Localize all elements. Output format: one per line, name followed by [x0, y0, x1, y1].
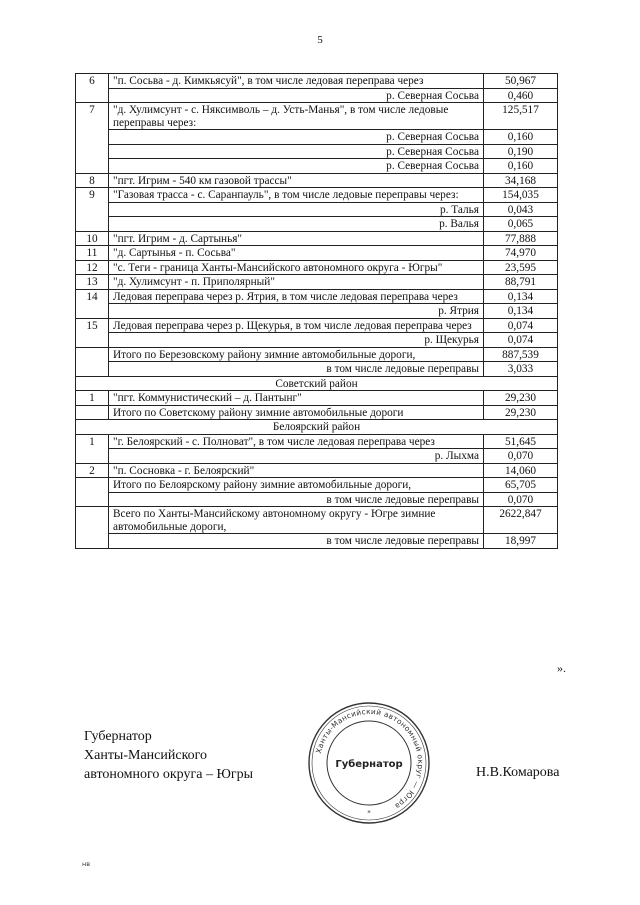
row-description: р. Северная Сосьва — [109, 88, 484, 103]
section-heading: Белоярский район — [76, 420, 558, 435]
row-description: "д. Хулимсунт - п. Приполярный" — [109, 275, 484, 290]
row-value: 0,043 — [484, 202, 558, 217]
row-number — [76, 144, 109, 159]
row-value: 0,070 — [484, 449, 558, 464]
row-number — [76, 478, 109, 493]
table-row — [76, 304, 558, 319]
table-row — [76, 376, 558, 391]
row-description: Всего по Ханты-Мансийскому автономному округу - Югре зимние автомобильные дороги, — [109, 507, 484, 534]
row-number: 6 — [76, 74, 109, 89]
row-value: 88,791 — [484, 275, 558, 290]
row-description: "г. Белоярский - с. Полноват", в том числе ледовая переправа через — [109, 434, 484, 449]
row-description: "пгт. Игрим - 540 км газовой трассы" — [109, 173, 484, 188]
table-row — [76, 362, 558, 377]
table-row — [76, 130, 558, 145]
row-value: 0,160 — [484, 130, 558, 145]
row-value: 0,074 — [484, 333, 558, 348]
closing-quote: ». — [557, 661, 566, 675]
table-row — [76, 173, 558, 188]
row-description: "пгт. Коммунистический – д. Пантынг" — [109, 391, 484, 406]
row-number: 9 — [76, 188, 109, 203]
row-description: р. Ятрия — [109, 304, 484, 319]
table-row — [76, 405, 558, 420]
row-number — [76, 304, 109, 319]
row-description: р. Щекурья — [109, 333, 484, 348]
table-row — [76, 188, 558, 203]
row-value: 23,595 — [484, 260, 558, 275]
row-value: 0,190 — [484, 144, 558, 159]
row-value: 2622,847 — [484, 507, 558, 534]
table-row — [76, 318, 558, 333]
row-description: р. Валья — [109, 217, 484, 232]
row-number — [76, 333, 109, 348]
row-value: 0,065 — [484, 217, 558, 232]
signature-line-2: Ханты-Мансийского — [84, 748, 208, 763]
row-value: 51,645 — [484, 434, 558, 449]
table-row — [76, 391, 558, 406]
row-number: 1 — [76, 391, 109, 406]
row-description: Итого по Березовскому району зимние автомобильные дороги, — [109, 347, 484, 362]
table-row — [76, 88, 558, 103]
svg-text:*: * — [367, 809, 371, 817]
row-description: в том числе ледовые переправы — [109, 492, 484, 507]
row-number — [76, 507, 109, 534]
row-description: "п. Сосновка - г. Белоярский" — [109, 463, 484, 478]
row-number — [76, 202, 109, 217]
row-description: Итого по Белоярскому району зимние автомобильные дороги, — [109, 478, 484, 493]
signature-line-3: автономного округа – Югры — [84, 767, 253, 782]
row-description: р. Талья — [109, 202, 484, 217]
row-value: 29,230 — [484, 391, 558, 406]
table-row — [76, 507, 558, 534]
row-number — [76, 492, 109, 507]
table-row — [76, 534, 558, 549]
row-value: 0,134 — [484, 304, 558, 319]
row-number — [76, 362, 109, 377]
row-value: 29,230 — [484, 405, 558, 420]
page-number: 5 — [317, 34, 323, 46]
table-row — [76, 275, 558, 290]
roads-table — [75, 73, 558, 549]
row-description: р. Северная Сосьва — [109, 130, 484, 145]
table-row — [76, 333, 558, 348]
row-value: 0,070 — [484, 492, 558, 507]
row-description: р. Северная Сосьва — [109, 159, 484, 174]
signatory-name: Н.В.Комарова — [476, 765, 560, 780]
seal-center-text: Губернатор — [335, 759, 403, 770]
row-description: "пгт. Игрим - д. Сартынья" — [109, 231, 484, 246]
row-number: 2 — [76, 463, 109, 478]
row-value: 18,997 — [484, 534, 558, 549]
signature-line-1: Губернатор — [84, 729, 152, 744]
row-number: 10 — [76, 231, 109, 246]
official-seal — [306, 700, 432, 826]
row-description: "Газовая трасса - с. Саранпауль", в том числе ледовые переправы через: — [109, 188, 484, 203]
row-value: 0,074 — [484, 318, 558, 333]
row-value: 125,517 — [484, 103, 558, 130]
row-number: 11 — [76, 246, 109, 261]
row-number — [76, 405, 109, 420]
row-number: 15 — [76, 318, 109, 333]
row-number — [76, 217, 109, 232]
table-row — [76, 434, 558, 449]
row-number — [76, 159, 109, 174]
row-value: 887,539 — [484, 347, 558, 362]
table-row — [76, 463, 558, 478]
row-description: "д. Сартынья - п. Сосьва" — [109, 246, 484, 261]
table-row — [76, 144, 558, 159]
table-row — [76, 202, 558, 217]
row-description: в том числе ледовые переправы — [109, 534, 484, 549]
table-row — [76, 231, 558, 246]
row-description: р. Лыхма — [109, 449, 484, 464]
row-description: Итого по Советскому району зимние автомобильные дороги — [109, 405, 484, 420]
table-row — [76, 103, 558, 130]
row-value: 74,970 — [484, 246, 558, 261]
table-row — [76, 260, 558, 275]
row-number — [76, 130, 109, 145]
row-number: 13 — [76, 275, 109, 290]
section-heading: Советский район — [76, 376, 558, 391]
row-description: в том числе ледовые переправы — [109, 362, 484, 377]
row-number: 1 — [76, 434, 109, 449]
row-number — [76, 449, 109, 464]
table-row — [76, 347, 558, 362]
seal-ring-text: Ханты-Мансийский автономный округ — Югра — [313, 706, 426, 811]
row-value: 0,460 — [484, 88, 558, 103]
row-value: 14,060 — [484, 463, 558, 478]
row-number: 12 — [76, 260, 109, 275]
row-value: 0,134 — [484, 289, 558, 304]
row-description: Ледовая переправа через р. Ятрия, в том числе ледовая переправа через — [109, 289, 484, 304]
table-row — [76, 478, 558, 493]
row-number — [76, 88, 109, 103]
row-description: "д. Хулимсунт - с. Няксимволь – д. Усть-Манья", в том числе ледовые переправы через: — [109, 103, 484, 130]
row-value: 65,705 — [484, 478, 558, 493]
row-number: 7 — [76, 103, 109, 130]
table-row — [76, 246, 558, 261]
table-row — [76, 217, 558, 232]
row-value: 34,168 — [484, 173, 558, 188]
table-row — [76, 420, 558, 435]
table-row — [76, 289, 558, 304]
row-value: 0,160 — [484, 159, 558, 174]
table-row — [76, 449, 558, 464]
row-number — [76, 347, 109, 362]
row-value: 154,035 — [484, 188, 558, 203]
table-row — [76, 74, 558, 89]
row-description: р. Северная Сосьва — [109, 144, 484, 159]
row-description: Ледовая переправа через р. Щекурья, в том числе ледовая переправа через — [109, 318, 484, 333]
footer-mark: нв — [82, 860, 91, 868]
row-number — [76, 534, 109, 549]
row-value: 50,967 — [484, 74, 558, 89]
row-number: 8 — [76, 173, 109, 188]
table-row — [76, 492, 558, 507]
table-row — [76, 159, 558, 174]
row-number: 14 — [76, 289, 109, 304]
row-description: "с. Теги - граница Ханты-Мансийского автономного округа - Югры" — [109, 260, 484, 275]
row-value: 3,033 — [484, 362, 558, 377]
signature-title — [84, 727, 253, 784]
row-description: "п. Сосьва - д. Кимкьясуй", в том числе ледовая переправа через — [109, 74, 484, 89]
row-value: 77,888 — [484, 231, 558, 246]
